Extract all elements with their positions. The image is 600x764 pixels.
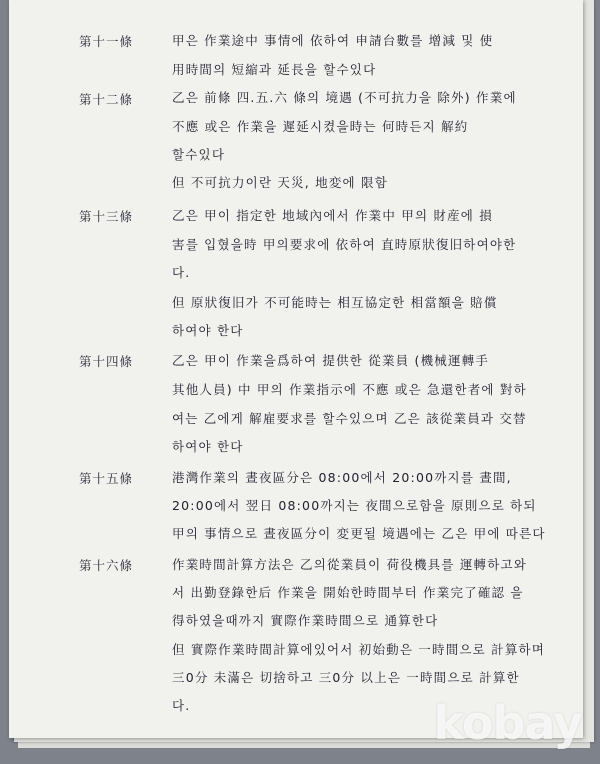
article-text-line: 但 原狀復旧가 不可能時는 相互協定한 相當額을 賠償 (172, 295, 498, 310)
article-text-line: 其他人員) 中 甲의 作業指示에 不應 或은 急還한者에 對하 (172, 382, 527, 397)
article-label: 第十六條 (79, 558, 134, 573)
article-text-line: 不應 或은 作業을 遲延시켰을時는 何時든지 解約 (172, 119, 469, 134)
document-page (9, 0, 583, 738)
article-label: 第十三條 (79, 209, 134, 224)
article-text-line: 하여야 한다 (172, 323, 244, 338)
article-text-line: 20:00에서 翌日 08:00까지는 夜間으로함을 原則으로 하되 (172, 498, 537, 513)
article-text-line: 甲은 作業途中 事情에 依하여 申請台數를 增減 및 使 (172, 33, 494, 48)
article-text-line: 港灣作業의 晝夜區分은 08:00에서 20:00까지를 晝間, (172, 470, 512, 485)
article-text-line: 甲의 事情으로 晝夜區分이 変更될 境遇에는 乙은 甲에 따른다 (172, 526, 546, 541)
article-text-line: 但 不可抗力이란 天災, 地変에 限함 (172, 175, 388, 190)
article-text-line: 할수있다 (172, 147, 226, 162)
article-text-line: 但 實際作業時間計算에있어서 初始動은 一時間으로 計算하며 (172, 642, 546, 657)
article-text-line: 得하였을때까지 實際作業時間으로 通算한다 (172, 613, 439, 628)
article-label: 第十二條 (79, 92, 134, 107)
watermark-logo: kobay (433, 696, 582, 750)
article-text-line: 乙은 甲이 指定한 地域內에서 作業中 甲의 財産에 損 (172, 208, 493, 223)
article-text-line: 다. (172, 265, 191, 280)
article-text-line: 用時間의 短縮과 延長을 할수있다 (172, 62, 377, 77)
article-text-line: 三0分 未滿은 切捨하고 三0分 以上은 一時間으로 計算한 (172, 670, 520, 685)
article-text-line: 乙은 甲이 作業을爲하여 提供한 從業員 (機械運轉手 (172, 353, 490, 368)
article-text-line: 서 出勤登錄한后 作業을 開始한時間부터 作業完了確認 을 (172, 585, 524, 600)
article-label: 第十五條 (79, 471, 134, 486)
article-text-line: 乙은 前條 四.五.六 條의 境遇 (不可抗力을 除外) 作業에 (172, 90, 517, 105)
article-text-line: 하여야 한다 (172, 439, 244, 454)
article-label: 第十一條 (79, 34, 134, 49)
article-label: 第十四條 (79, 354, 134, 369)
article-text-line: 作業時間計算方法은 乙의從業員이 荷役機具를 運轉하고와 (172, 557, 528, 572)
article-text-line: 다. (172, 698, 191, 713)
article-text-line: 害를 입혔을時 甲의要求에 依하여 直時原狀復旧하여야한 (172, 237, 517, 252)
article-text-line: 여는 乙에게 解雇要求를 할수있으며 乙은 該從業員과 交替 (172, 411, 527, 426)
